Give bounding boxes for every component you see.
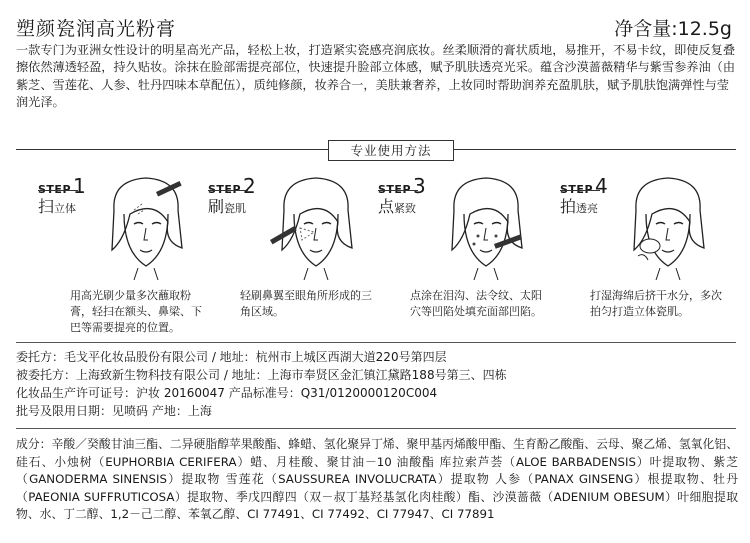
step-label: STEP 3 [378,174,427,198]
product-title: 塑颜瓷润高光粉膏 [16,18,177,40]
step-description: 打湿海绵后挤干水分，多次拍匀打造立体瓷肌。 [590,289,722,318]
step-action: 拍透亮 [560,197,599,216]
divider-bottom [16,428,736,429]
product-intro [16,42,738,112]
section-title: 专业使用方法 [328,140,454,161]
net-content: 净含量:12.5g [614,18,732,40]
batch-line: 批号及限用日期：见喷码 产地：上海 [16,404,212,418]
step-action: 扫立体 [38,197,77,216]
face-illustration-icon [94,170,198,280]
step-label: STEP 2 [208,174,257,198]
step-label: STEP 1 [38,174,87,198]
step-1 [38,170,208,340]
license-line: 化妆品生产许可证号：沪妆 20160047 产品标准号：Q31/0120000120C004 [16,386,438,400]
step-2 [208,170,378,340]
ingredients [16,436,738,524]
step-description: 点涂在泪沟、法令纹、太阳穴等凹陷处填充面部凹陷。 [410,289,542,318]
step-description: 轻刷鼻翼至眼角所形成的三角区域。 [240,289,372,318]
step-3 [378,170,548,340]
face-illustration-icon [434,170,538,280]
divider-top [16,342,736,343]
step-action: 点紧致 [378,197,417,216]
manufacturer-line: 被委托方：上海致新生物科技有限公司 / 地址：上海市奉贤区金汇镇江黛路188号第三、四栋 [16,368,507,382]
manufacturer-info [16,348,738,420]
intro-text: 一款专门为亚洲女性设计的明星高光产品，轻松上妆，打造紧实瓷感亮润底妆。丝柔顺滑的膏状质地，易推开，不易卡纹，即使反复叠擦依然薄透轻盈，持久贴妆。涂抹在脸部需提亮部位，快速提升脸部立体感，赋予肌肤透亮光采。蕴含沙漠蔷薇精华与紫雪参养油（由紫芝、雪莲花、人参、牡丹四味本草配伍），质纯修颜，妆养合一，美肤兼奢养，上妆同时帮助润养充盈肌肤，赋予肌肤饱满弹性与莹润光泽。 [16,43,736,110]
step-label: STEP 4 [560,174,609,198]
ingredients-text: 成分：辛酸／癸酸甘油三酯、二异硬脂醇苹果酸酯、蜂蜡、氢化聚异丁烯、聚甲基丙烯酸甲酯、生育酚乙酸酯、云母、聚乙烯、氢氧化铝、硅石、小烛树（EUPHORBIA CERIFERA）蜡、月桂酸、聚甘油－10 油酸酯 库拉索芦荟（ALOE BARBADENSIS）叶提取物、紫芝（GANODERMA SINENSIS）提取物 雪莲花（SAUSSUREA INVOLUCRATA）提取物 人参（PANAX GINSENG）根提取物、牡丹（PAEONIA SUFFRUTICOSA）提取物、季戊四醇四（双－叔丁基羟基氢化肉桂酸）酯、沙漠蔷薇（ADENIUM OBESUM）叶细胞提取物、水、丁二醇、1,2－己二醇、苯氧乙醇、CI 77491、CI 77492、CI 77947、CI 77891 [16,437,738,522]
step-4 [560,170,730,340]
face-illustration-icon [616,170,720,280]
step-action: 刷瓷肌 [208,197,247,216]
face-illustration-icon [264,170,368,280]
step-description: 用高光刷少量多次蘸取粉膏，轻扫在额头、鼻梁、下巴等需要提亮的位置。 [70,289,202,334]
client-line: 委托方：毛戈平化妆品股份有限公司 / 地址：杭州市上城区西湖大道220号第四层 [16,350,447,364]
usage-section-header [16,140,736,160]
